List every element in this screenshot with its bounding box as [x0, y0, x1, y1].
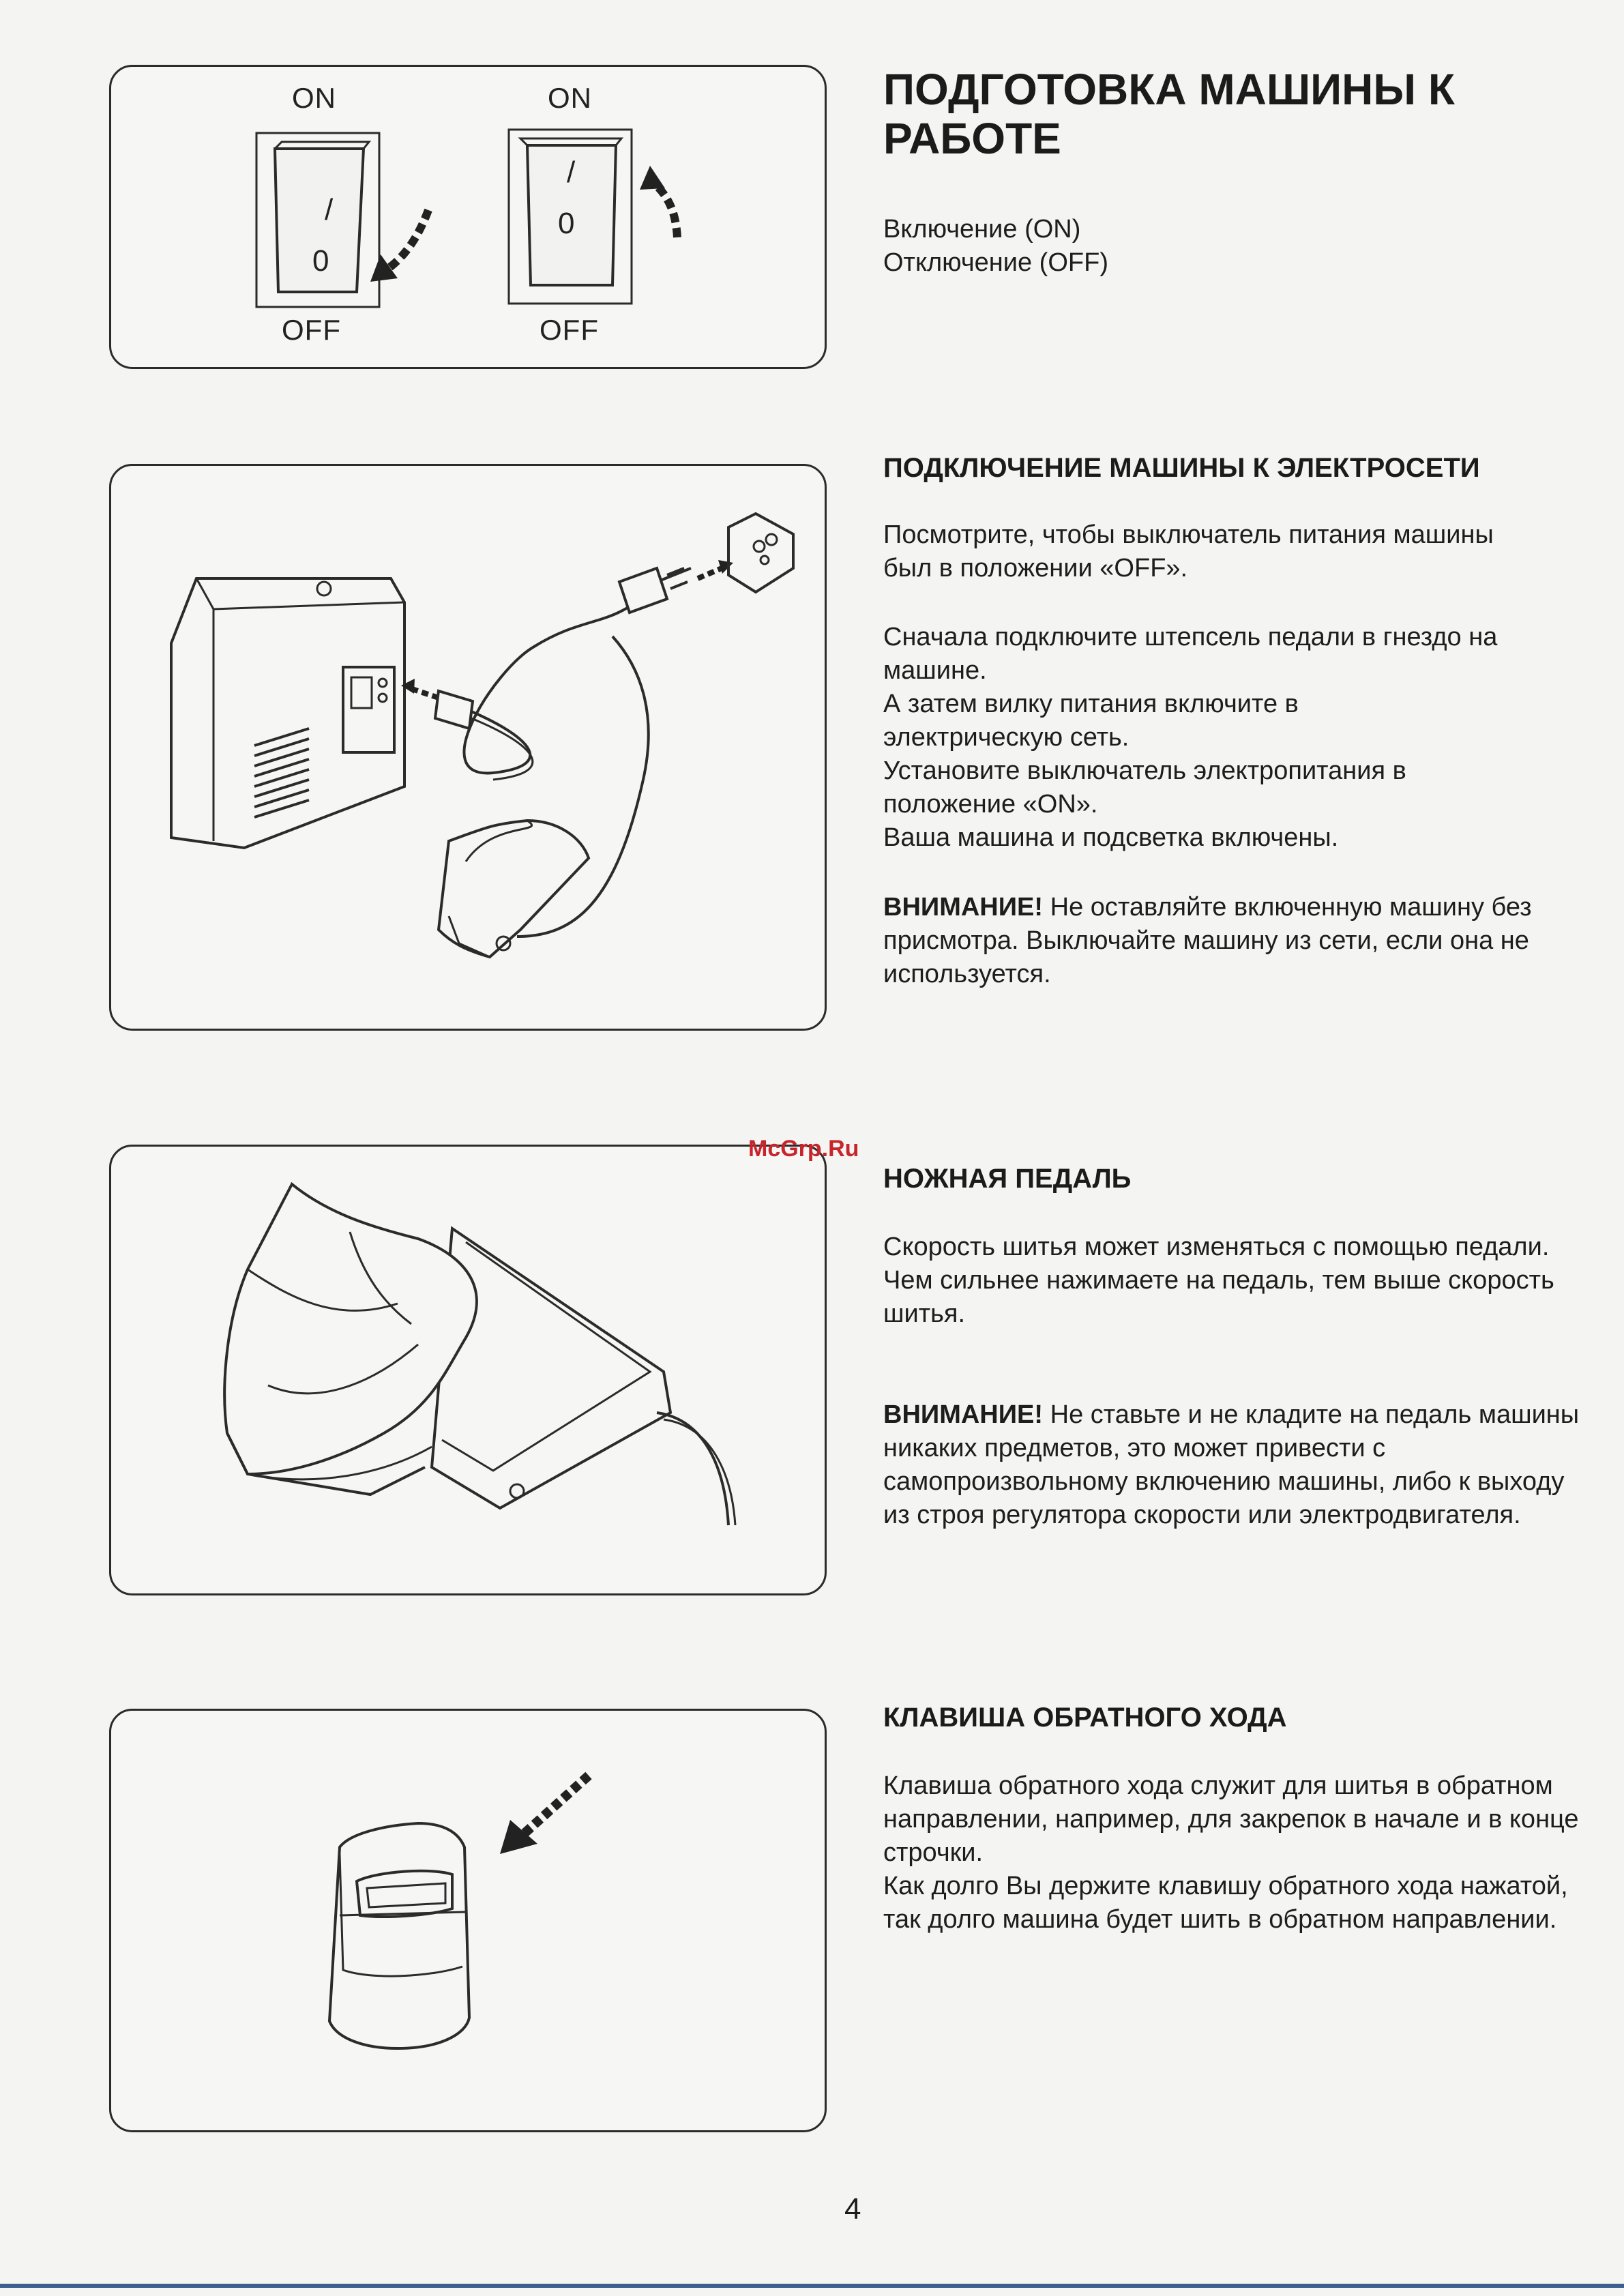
- pedal-warning-label: ВНИМАНИЕ!: [883, 1400, 1044, 1429]
- left-switch-on-label: ON: [292, 82, 336, 114]
- reverse-para-block: [883, 1769, 1593, 1937]
- pedal-section-title: НОЖНАЯ ПЕДАЛЬ: [883, 1164, 1132, 1194]
- right-switch-on-label: ON: [548, 82, 592, 114]
- reverse-line-2: Как долго Вы держите клавишу обратного хода нажатой, так долго машина будет шить в обратном направлении.: [883, 1872, 1568, 1934]
- watermark: McGrp.Ru: [748, 1136, 859, 1162]
- section-pedal: [883, 1164, 1593, 1194]
- left-switch-on-mark: /: [325, 193, 334, 226]
- page-title: ПОДГОТОВКА МАШИНЫ К РАБОТЕ: [883, 65, 1455, 163]
- foot-on-pedal-illustration: [111, 1147, 825, 1593]
- reverse-button-illustration-panel: [109, 1709, 827, 2132]
- pedal-warning-text: Не ставьте и не кладите на педаль машины никаких предметов, это может привести с самопроизвольному включению машины, либо к выходу из строя регулятора скорости или электродвигателя.: [883, 1400, 1580, 1529]
- bottom-edge: [0, 2284, 1624, 2288]
- foot-pedal-illustration-panel: [109, 1145, 827, 1595]
- left-switch-off-label: OFF: [282, 314, 341, 346]
- page-number: 4: [844, 2192, 861, 2226]
- reverse-line-1: Клавиша обратного хода служит для шитья в обратном направлении, например, для закрепок в начале и в конце строчки.: [883, 1771, 1579, 1867]
- power-para1: Посмотрите, чтобы выключатель питания машины был в положении «OFF».: [883, 520, 1494, 583]
- power-step-2: А затем вилку питания включите в электрическую сеть.: [883, 690, 1299, 752]
- section-power: [883, 453, 1593, 484]
- right-switch-off-label: OFF: [540, 314, 599, 346]
- power-warning: [883, 891, 1593, 991]
- power-switch-illustration: [111, 67, 825, 367]
- prep-lines: [883, 213, 1593, 280]
- switch-off-line: Отключение (OFF): [883, 248, 1108, 277]
- power-connection-illustration-panel: [109, 464, 827, 1031]
- power-warning-text: Не оставляйте включенную машину без присмотра. Выключайте машину из сети, если она не используется.: [883, 893, 1532, 988]
- switch-on-line: Включение (ON): [883, 215, 1081, 244]
- power-para2-block: [883, 621, 1593, 855]
- power-warning-label: ВНИМАНИЕ!: [883, 893, 1044, 922]
- right-switch-off-mark: 0: [558, 207, 576, 240]
- pedal-line-2: Чем сильнее нажимаете на педаль, тем выше скорость шитья.: [883, 1266, 1554, 1328]
- switch-illustration-panel: [109, 65, 827, 369]
- power-section-title: ПОДКЛЮЧЕНИЕ МАШИНЫ К ЭЛЕКТРОСЕТИ: [883, 453, 1480, 483]
- power-step-3: Установите выключатель электропитания в положение «ON».: [883, 756, 1406, 819]
- pedal-warning: [883, 1398, 1593, 1532]
- power-step-1: Сначала подключите штепсель педали в гнездо на машине.: [883, 623, 1498, 685]
- power-warning-block: [883, 891, 1593, 991]
- reverse-section-title: КЛАВИША ОБРАТНОГО ХОДА: [883, 1703, 1287, 1733]
- machine-plug-illustration: [111, 466, 825, 1029]
- power-step-4: Ваша машина и подсветка включены.: [883, 823, 1339, 852]
- left-switch-off-mark: 0: [312, 244, 330, 278]
- pedal-line-1: Скорость шитья может изменяться с помощью педали.: [883, 1233, 1550, 1261]
- reverse-button-illustration: [111, 1711, 825, 2130]
- pedal-para-block: [883, 1231, 1565, 1331]
- right-switch-on-mark: /: [567, 156, 576, 189]
- pedal-warning-block: [883, 1398, 1593, 1532]
- power-para1-block: [883, 518, 1497, 585]
- section-reverse: [883, 1703, 1593, 1733]
- section-prep: [883, 65, 1593, 163]
